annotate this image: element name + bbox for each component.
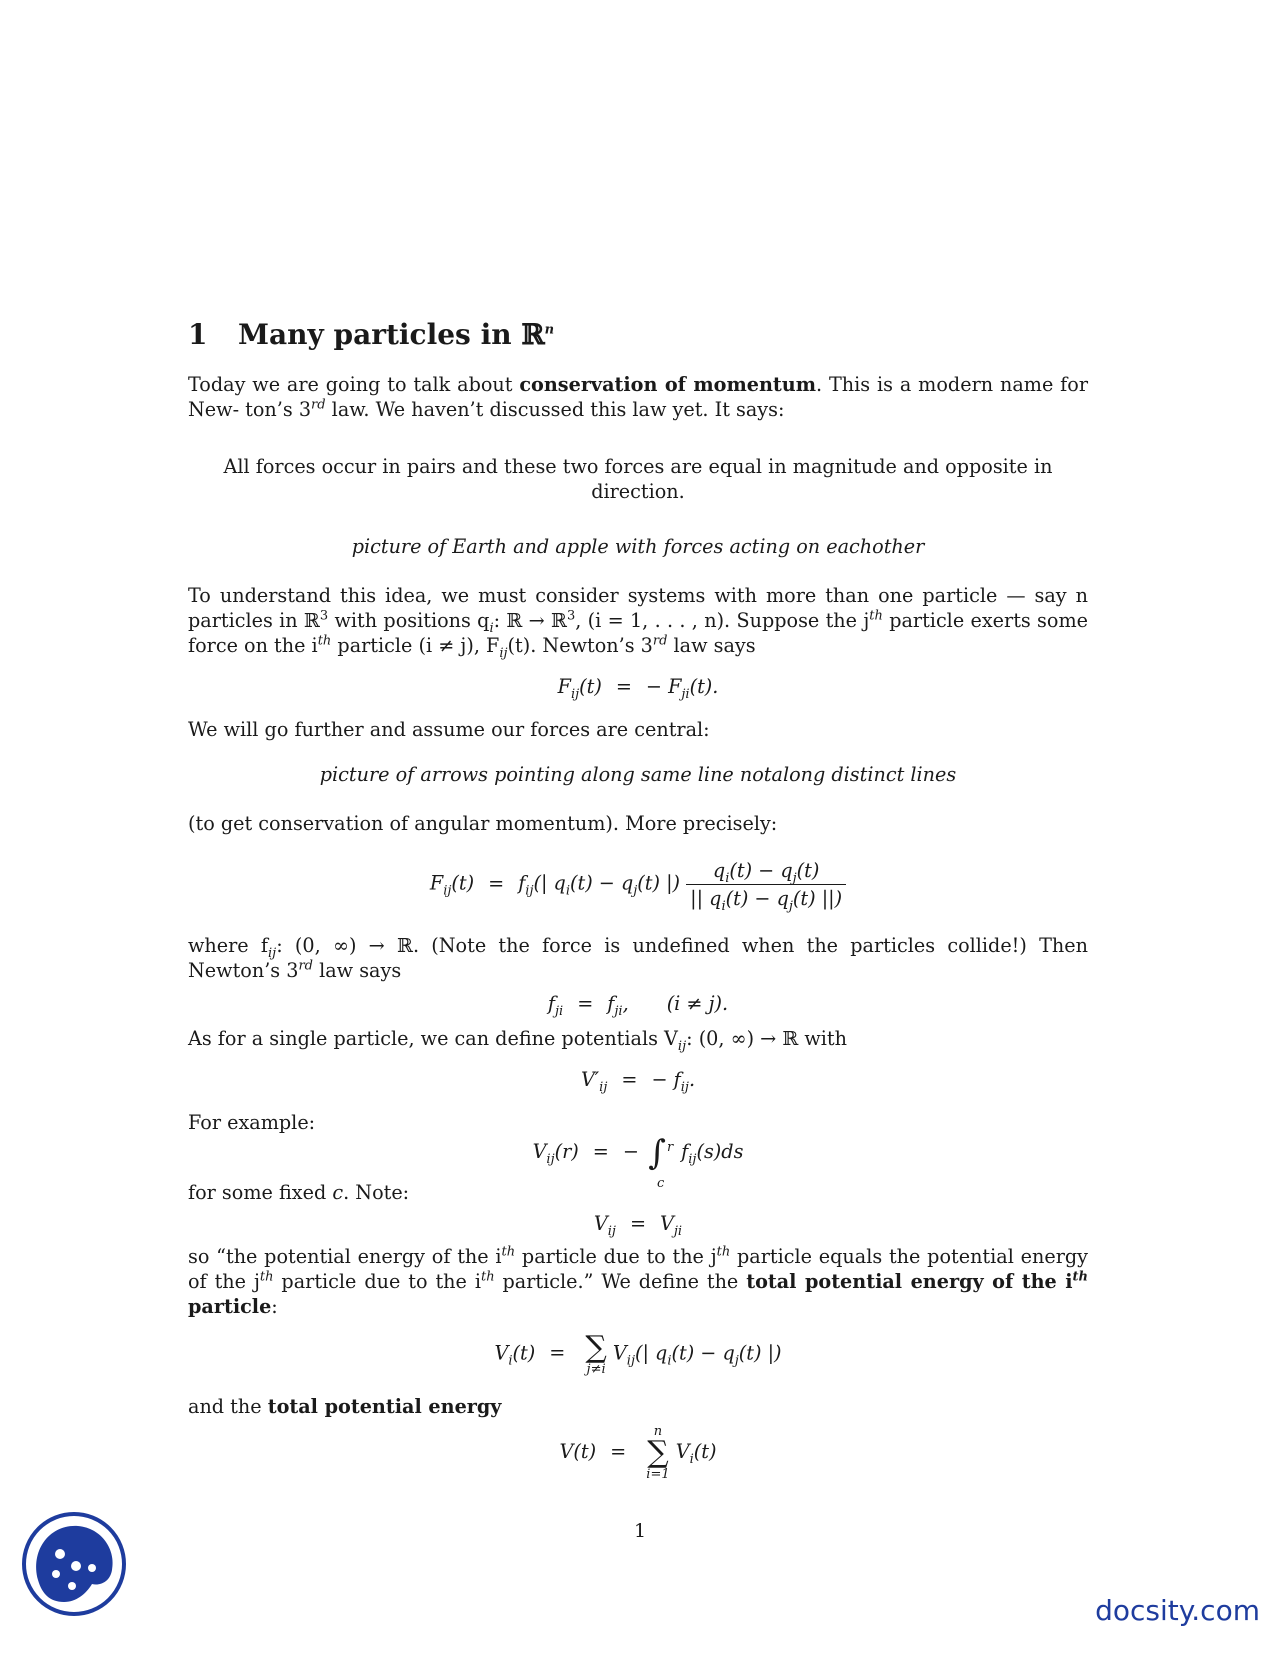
page-number: 1 (633, 1520, 647, 1542)
paragraph-example: For example: (188, 1111, 316, 1134)
paragraph-angular: (to get conservation of angular momentum). More precisely: (188, 812, 778, 835)
newton-law-quote: All forces occur in pairs and these two forces are equal in magnitude and opposite in direction. (223, 455, 1053, 503)
paragraph-central: We will go further and assume our forces are central: (188, 718, 710, 741)
paragraph-fixed-c: for some fixed c. Note: (188, 1180, 410, 1204)
paragraph-intro: Today we are going to talk about conservation of momentum. This is a modern name for New- ton’s 3rd law. We haven’t discussed this law yet. It says: (188, 373, 1089, 421)
paragraph-where: where $f_{ij}$: (0, ∞) → ℝ. (Note the force is undefined when the particles collide!) Then Newton’s 3rd law says (188, 934, 1088, 982)
equation-total-potential: V(t) = n ∑ i=1 $V_i(t)$ (559, 1423, 717, 1482)
docsity-logo-icon[interactable] (20, 1510, 128, 1618)
integral-sign: ∫ r c (648, 1132, 674, 1191)
equation-total-potential-i: $V_i(t)$ = ∑ j≠i $V_{ij}(|$ $q_i(t) - q_j(t)$ |) (494, 1329, 782, 1377)
section-number: 1 (188, 318, 208, 351)
equation-potential-integral: $V_{ij}(r)$ = − ∫ r c $f_{ij}(s)ds$ (532, 1132, 744, 1191)
section-title: Many particles in ℝ (238, 318, 545, 351)
docsity-brand-link[interactable]: docsity.com (1095, 1594, 1260, 1627)
figure-placeholder-arrows: picture of arrows pointing along same line notalong distinct lines (319, 763, 957, 786)
equation-central-force: $F_{ij}(t) = f_{ij}(|$ $q_i(t) - q_j(t)$ |) $\frac{q_i(t) - q_j(t)}{|| q_i(t) - q_j(t) ||)}$ (188, 858, 1088, 911)
section-heading (188, 318, 1088, 352)
equation-newton-third-law: $F_{ij}(t)$ = − $F_{ji}(t)$. (557, 675, 719, 702)
equation-v-symmetry: $V_{ij} = V_{ji}$ (593, 1211, 683, 1239)
paragraph-potentials: As for a single particle, we can define potentials $V_{ij}$: (0, ∞) → ℝ with (188, 1027, 847, 1054)
paragraph-total: and the total potential energy (188, 1394, 502, 1418)
sum-sign-total: n ∑ i=1 (646, 1423, 670, 1482)
unit-vector-fraction: $\frac{q_i(t) - q_j(t)}{|| q_i(t) - q_j(t) ||)}$ (686, 858, 846, 911)
figure-placeholder-earth-apple: picture of Earth and apple with forces acting on eachother (351, 535, 925, 558)
section-title-sup: n (544, 322, 555, 338)
sum-sign: ∑ j≠i (585, 1329, 607, 1377)
paragraph-systems: To understand this idea, we must consider systems with more than one particle — say n particles in ℝ$^3$ with positions $q_i$: ℝ → ℝ$^3$, (i = 1, . . . , n). Suppose the $j^{th}$ particle exerts some force on the $i^{th}$ particle (i ≠ j), $F_{ij}(t)$. Newton’s 3rd law says (188, 584, 1089, 661)
paragraph-potential-energy: so “the potential energy of the $i^{th}$ particle due to the $j^{th}$ particle equals the potential energy of the $j^{th}$ particle due to the $i^{th}$ particle.” We define the total potential energy of the $i^{th}$ particle: (188, 1244, 1089, 1318)
equation-f-symmetry: $f_{ji} = f_{ji}$, (i ≠ j). (547, 992, 729, 1019)
equation-potential-derivative: $V'_{ij}$ = − $f_{ij}$. (580, 1068, 696, 1095)
paper-page (188, 318, 1088, 1481)
